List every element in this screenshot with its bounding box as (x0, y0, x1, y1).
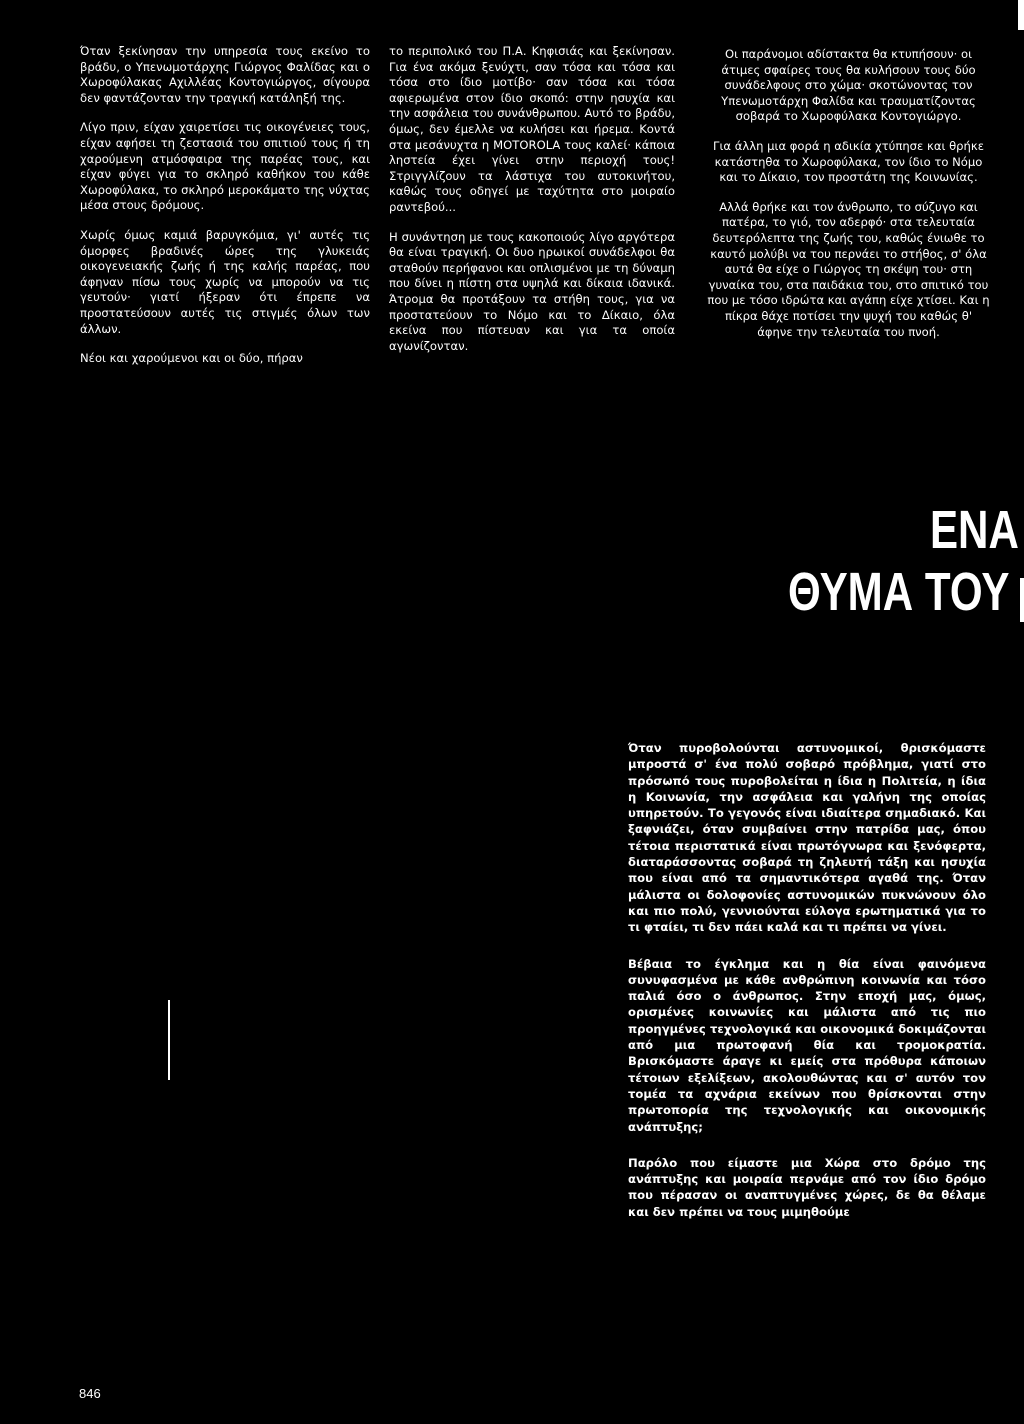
paragraph: Οι παράνομοι αδίστακτα θα κτυπήσουν· οι άτιμες σφαίρες τους θα κυλήσουν τους δύο συνάδελφους στο χώμα· σκοτώνοντας τον Υπενωμοτάρχη Φαλίδα και τραυματίζοντας σοβαρά το Χωροφύλακα Κοντογιώργο. (721, 47, 976, 124)
middle-column (389, 44, 675, 368)
vertical-rule (168, 1000, 170, 1080)
paragraph: Για άλλη μια φορά η αδικία χτύπησε και θρήκε κατάστηθα το Χωροφύλακα, τον ίδιο το Νόμο και το Δίκαιο, τον προστάτη της Κοινωνίας. (713, 138, 984, 185)
left-column (80, 44, 370, 381)
edge-mark (1020, 578, 1024, 622)
paragraph: Χωρίς όμως καμιά βαρυγκόμια, γι' αυτές τις όμορφες βραδινές ώρες της γλυκειάς οικογενειακής ζωής ή της καλής παρέας, που άφηναν πίσω τους χωρίς να μπορούν να τις γευτούν· γιατί ήξεραν ότι έπρεπε να προστατεύσουν αυτές τις στιγμές όλων των άλλων. (80, 227, 370, 336)
lead-paragraph: Παρόλο που είμαστε μια Χώρα στο δρόμο της ανάπτυξης και μοιραία περνάμε από τον ίδιο δρόμο που πέρασαν οι αναπτυγμένες χώρες, δε θα θέλαμε και δεν πρέπει να τους μιμηθούμε (628, 1155, 986, 1219)
lead-paragraph: Όταν πυροβολούνται αστυνομικοί, θρισκόμαστε μπροστά σ' ένα πολύ σοβαρό πρόβλημα, γιατί στο πρόσωπό τους πυροβολείται η ίδια η Πολιτεία, η ίδια η Κοινωνία, την ασφάλεια και γαλήνη της οποίας υπηρετούν. Το γεγονός είναι ιδιαίτερα σημαδιακό. Και ξαφνιάζει, όταν συμβαίνει στην πατρίδα μας, όπου τέτοια περιστατικά είναι πρωτόγνωρα και ξενόφερτα, διαταράσσοντας σοβαρά τη ζηλευτή τάξη και ησυχία που είναι από τα σημαντικότερα αγαθά της. Όταν μάλιστα οι δολοφονίες αστυνομικών πυκνώνουν όλο και πιο πολύ, γεννιούνται εύλογα ερωτηματικά για το τι φταίει, τι δεν πάει καλά και τι πρέπει να γίνει. (628, 741, 986, 935)
paragraph: Λίγο πριν, είχαν χαιρετίσει τις οικογένειες τους, είχαν αφήσει τη ζεστασιά του σπιτιού τους ή τη χαρούμενη ατμόσφαιρα της παρέας τους, και είχαν φύγει για το σκληρό καθήκον του κάθε Χωροφύλακα, το σκληρό μεροκάματο της νύχτας μέσα στους δρόμους. (80, 120, 370, 213)
paragraph: το περιπολικό του Π.Α. Κηφισιάς και ξεκίνησαν. Για ένα ακόμα ξενύχτι, σαν τόσα και τόσα και τόσα στο ίδιο μοτίβο· σαν τόσα και τόσα αφιερωμένα στον ίδιο σκοπό: στην ησυχία και την ασφάλεια του συνάνθρωπου. Αυτό το βράδυ, όμως, δεν έμελλε να κυλήσει και ήρεμα. Κοντά στα μεσάνυχτα η MOTOROLA τους καλεί· κάποια ληστεία έχει γίνει στην περιοχή τους! Στριγγλίζουν τα λάστιχα του αυτοκινήτου, καθώς τους οδηγεί με ταχύτητα στο μοιραίο ραντεβού... (389, 44, 675, 214)
headline (680, 500, 1022, 624)
paragraph: Η συνάντηση με τους κακοποιούς λίγο αργότερα θα είναι τραγική. Οι δυο ηρωικοί συνάδελφοι θα σταθούν περήφανοι και οπλισμένοι με τη δύναμη που δίνει η πίστη στα υψηλά και δίκαια ιδανικά. Άτρομα θα προτάξουν τα στήθη τους, για να προστατεύουν το Νόμο και το Δίκαιο, όλα εκείνα που πίστευαν και για τα οποία αγωνίζονταν. (389, 229, 675, 353)
paragraph: Όταν ξεκίνησαν την υπηρεσία τους εκείνο το βράδυ, ο Υπενωμοτάρχης Γιώργος Φαλίδας και ο Χωροφύλακας Αχιλλέας Κοντογιώργος, σίγουρα δεν φαντάζονταν την τραγική κατάληξή της. (80, 44, 370, 105)
lead-section (628, 740, 986, 1240)
edge-mark-top (1018, 0, 1024, 30)
lead-paragraph: Βέβαια το έγκλημα και η θία είναι φαινόμενα συνυφασμένα με κάθε ανθρώπινη κοινωνία και τόσο παλιά όσο ο άνθρωπος. Στην εποχή μας, όμως, ορισμένες κοινωνίες και μάλιστα από τις πιο προηγμένες τεχνολογικά και οικονομικά δοκιμάζονται από μια πρωτοφανή θία και τρομοκρατία. Βρισκόμαστε άραγε κι εμείς στα πρόθυρα κάποιων τέτοιων εξελίξεων, ακολουθώντας και σ' αυτόν τον τομέα τα αχνάρια εκείνων που θρίσκονται στην πρωτοπορία της τεχνολογικής και οικονομικής ανάπτυξης; (628, 956, 986, 1134)
paragraph: Νέοι και χαρούμενοι και οι δύο, πήραν (80, 351, 303, 366)
headline-line-1: ΕΝΑ (929, 500, 1019, 560)
page-number: 846 (79, 1386, 101, 1401)
paragraph: Αλλά θρήκε και τον άνθρωπο, το σύζυγο και πατέρα, το γιό, τον αδερφό· στα τελευταία δευτερόλεπτα της ζωής του, καθώς ένιωθε το καυτό μολύβι να του περνάει το στήθος, σ' όλα αυτά θα είχε ο Γιώργος τη σκέψη του· στη γυναίκα του, στα παιδάκια του, στο σπιτικό του που με τόσο ιδρώτα και αγάπη είχε χτίσει. Και η πίκρα θάχε ποτίσει την ψυχή του καθώς θ' άφηνε την τελευταία του πνοή. (707, 199, 990, 339)
right-column (706, 47, 991, 354)
headline-line-2: ΘΥΜΑ ΤΟΥ (787, 562, 1010, 622)
